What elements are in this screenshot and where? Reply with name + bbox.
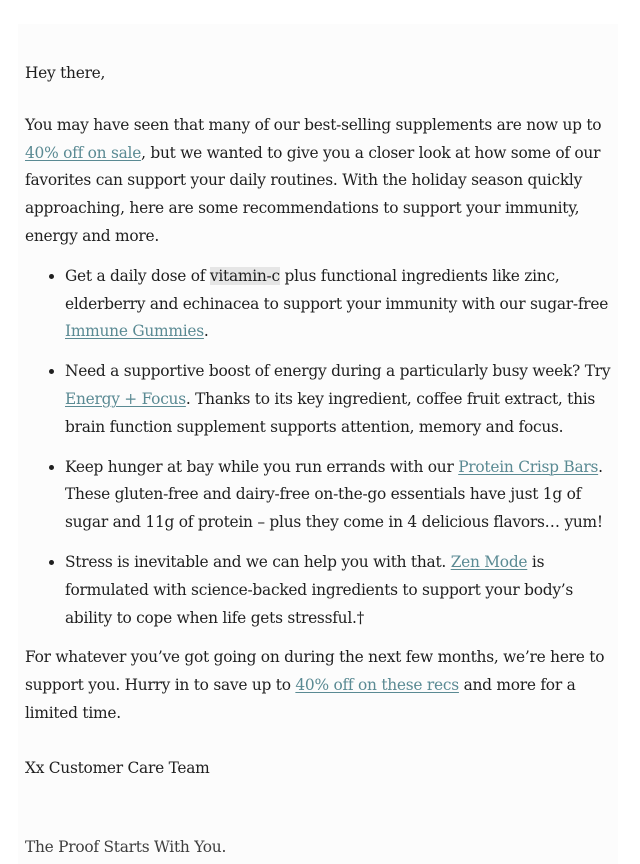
- intro-text-2: , but we wanted to give you a closer look at how some of our favorites can support your daily routines. With the holiday season quickly approaching, here are some recommendations to support your immunity, energy and more.: [25, 143, 601, 245]
- recs-sale-link[interactable]: 40% off on these recs: [295, 676, 459, 695]
- outro-paragraph: [25, 644, 615, 727]
- intro-text-1: You may have seen that many of our best-selling supplements are now up to: [25, 115, 602, 134]
- zen-mode-link[interactable]: Zen Mode: [450, 552, 528, 571]
- list-item: [65, 454, 615, 537]
- list-item-text: Stress is inevitable and we can help you with that.: [65, 552, 451, 571]
- email-body: [25, 60, 615, 783]
- recommendation-list: [25, 263, 615, 633]
- greeting: Hey there,: [25, 64, 106, 82]
- footer-tagline: The Proof Starts With You.: [25, 838, 227, 856]
- protein-crisp-bars-link[interactable]: Protein Crisp Bars: [458, 457, 599, 476]
- list-item-text: plus functional ingredients like zinc, elderberry and echinacea to support your immunity with our sugar-free: [65, 266, 609, 313]
- list-item: [65, 358, 615, 441]
- energy-focus-link[interactable]: Energy + Focus: [65, 389, 186, 408]
- list-item-text: Need a supportive boost of energy during a particularly busy week? Try: [65, 362, 611, 381]
- list-item-text: .: [203, 322, 209, 341]
- signoff: Xx Customer Care Team: [25, 758, 210, 777]
- list-item-text: . Thanks to its key ingredient, coffee fruit extract, this brain function supplement supports attention, memory and focus.: [65, 389, 596, 436]
- outro-text-1: For whatever you’ve got going on during the next few months, we’re here to support you. Hurry in to save up to: [25, 648, 605, 695]
- outro-text-2: and more for a limited time.: [25, 676, 576, 722]
- list-item-text: Get a daily dose of: [65, 266, 210, 285]
- highlighted-term: vitamin-c: [209, 266, 280, 285]
- list-item: [65, 263, 615, 346]
- sale-link[interactable]: 40% off on sale: [25, 143, 142, 162]
- list-item-text: . These gluten-free and dairy-free on-the-go essentials have just 1g of sugar and 11g of protein – plus they come in 4 delicious flavors… yum!: [65, 457, 603, 532]
- list-item-text: Keep hunger at bay while you run errands with our: [65, 457, 459, 476]
- intro-paragraph: [25, 112, 615, 251]
- list-item-text: is formulated with science-backed ingredients to support your body’s ability to cope when life gets stressful.†: [65, 552, 574, 627]
- immune-gummies-link[interactable]: Immune Gummies: [65, 322, 204, 341]
- list-item: [65, 549, 615, 632]
